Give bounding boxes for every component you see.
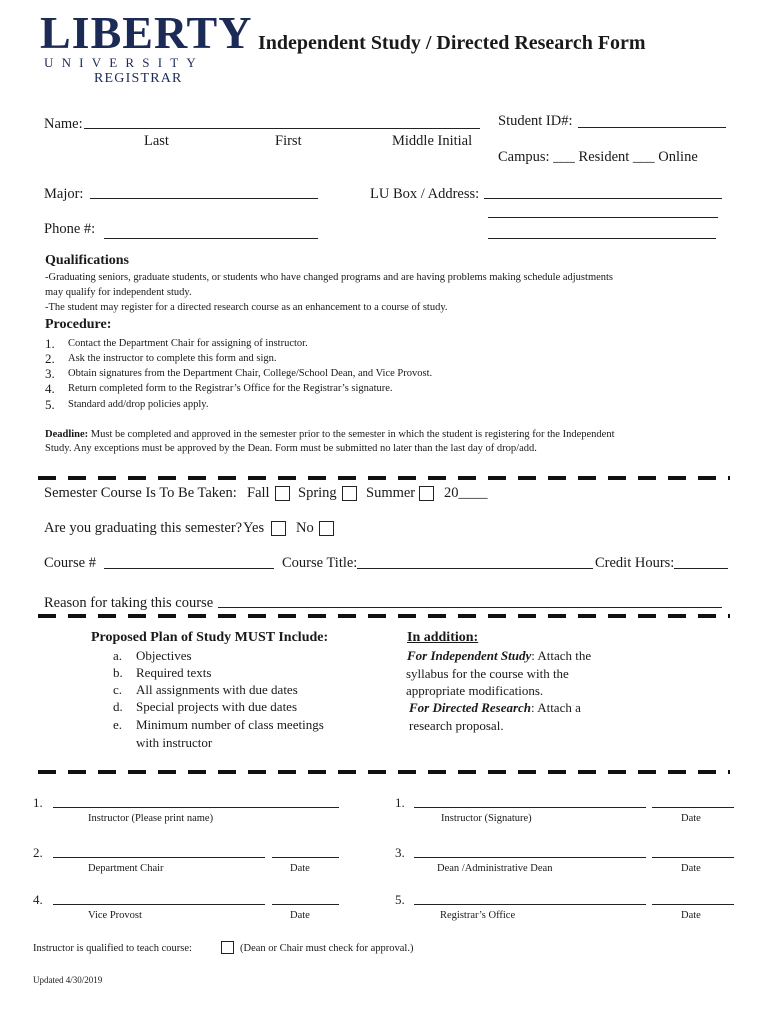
instructor-print-label: Instructor (Please print name): [88, 813, 214, 824]
plan-item-b: Required texts: [136, 665, 212, 680]
plan-letter-c: c.: [113, 682, 123, 697]
qualified-label: Instructor is qualified to teach course:: [33, 943, 192, 954]
lu-address-field[interactable]: [484, 198, 722, 199]
procedure-item-2: Ask the instructor to complete this form and sign.: [68, 353, 277, 364]
dashed-divider-3: [38, 770, 730, 774]
plan-item-e-cont: with instructor: [136, 735, 213, 750]
course-title-field[interactable]: [357, 568, 593, 569]
dashed-divider-2: [38, 614, 730, 618]
instructor-date-label: Date: [681, 813, 701, 824]
qualified-note: (Dean or Chair must check for approval.): [240, 943, 414, 954]
dept-chair-date-field[interactable]: [272, 857, 339, 858]
yes-checkbox[interactable]: [271, 521, 286, 536]
plan-letter-b: b.: [113, 665, 123, 680]
plan-item-a: Objectives: [136, 648, 192, 663]
phone-field[interactable]: [104, 238, 318, 239]
spring-label: Spring: [298, 485, 337, 501]
plan-heading: Proposed Plan of Study MUST Include:: [91, 630, 329, 645]
procedure-item-1: Contact the Department Chair for assigning of instructor.: [68, 338, 308, 349]
procedure-num-5: 5.: [45, 397, 55, 412]
addition-heading: In addition:: [407, 630, 479, 645]
instructor-date-field[interactable]: [652, 807, 734, 808]
graduating-label: Are you graduating this semester?: [44, 520, 243, 536]
major-label: Major:: [44, 186, 84, 202]
plan-item-c: All assignments with due dates: [136, 682, 298, 697]
year-field[interactable]: 20____: [444, 485, 488, 501]
dept-chair-label: Department Chair: [88, 863, 164, 874]
dept-chair-field[interactable]: [53, 857, 265, 858]
reason-field[interactable]: [218, 607, 722, 608]
fall-label: Fall: [247, 485, 270, 501]
plan-item-e: Minimum number of class meetings: [136, 717, 324, 732]
student-id-field[interactable]: [578, 127, 726, 128]
qualifications-line-3: -The student may register for a directed research course as an enhancement to a course of study.: [45, 302, 448, 313]
instructor-print-name-field[interactable]: [53, 807, 339, 808]
vice-provost-label: Vice Provost: [88, 910, 142, 921]
procedure-item-5: Standard add/drop policies apply.: [68, 399, 209, 410]
sig-num-3: 3.: [395, 845, 405, 860]
sig-num-4: 4.: [33, 892, 43, 907]
vice-provost-date-field[interactable]: [272, 904, 339, 905]
deadline-label: Deadline:: [45, 429, 89, 440]
reason-label: Reason for taking this course: [44, 595, 214, 611]
course-title-label: Course Title:: [282, 555, 358, 571]
addition-is-line-3: appropriate modifications.: [406, 683, 544, 698]
procedure-heading: Procedure:: [45, 317, 112, 332]
deadline-text-1: [45, 429, 614, 440]
dean-field[interactable]: [414, 857, 646, 858]
instructor-signature-field[interactable]: [414, 807, 646, 808]
name-field[interactable]: [84, 128, 480, 129]
dashed-divider-1: [38, 476, 730, 480]
plan-letter-d: d.: [113, 699, 123, 714]
logo-registrar: REGISTRAR: [94, 71, 183, 86]
sig-num-5: 5.: [395, 892, 405, 907]
addition-is-line-1: [407, 648, 591, 664]
name-first-label: First: [275, 133, 302, 149]
dept-chair-date-label: Date: [290, 863, 310, 874]
qualifications-line-1: -Graduating seniors, graduate students, or students who have changed programs and are having problems making schedule adjustments: [45, 272, 614, 283]
logo-subtitle: UNIVERSITY: [44, 55, 204, 70]
sig-num-1: 1.: [33, 795, 43, 810]
course-number-field[interactable]: [104, 568, 274, 569]
name-last-label: Last: [144, 133, 169, 149]
procedure-num-3: 3.: [45, 366, 55, 381]
sig-num-2: 2.: [33, 845, 43, 860]
course-number-label: Course #: [44, 555, 96, 571]
addition-dr-line-2: research proposal.: [409, 718, 504, 733]
credit-hours-field[interactable]: [674, 568, 728, 569]
logo: LIBERTY: [40, 7, 253, 58]
qualifications-heading: Qualifications: [45, 253, 130, 268]
registrar-label: Registrar’s Office: [440, 910, 516, 921]
registrar-date-label: Date: [681, 910, 701, 921]
addition-is-text: : Attach the: [531, 648, 592, 663]
procedure-num-1: 1.: [45, 336, 55, 351]
procedure-item-4: Return completed form to the Registrar’s Office for the Registrar’s signature.: [68, 383, 393, 394]
no-checkbox[interactable]: [319, 521, 334, 536]
addition-dr-label: For Directed Research: [409, 700, 532, 715]
summer-label: Summer: [366, 485, 416, 501]
qualifications-line-2: may qualify for independent study.: [45, 287, 192, 298]
vice-provost-date-label: Date: [290, 910, 310, 921]
plan-item-d: Special projects with due dates: [136, 699, 298, 714]
addition-is-label: For Independent Study: [407, 648, 532, 663]
deadline-line-1: Must be completed and approved in the semester prior to the semester in which the student is registering for the Independent: [88, 429, 615, 440]
semester-label: Semester Course Is To Be Taken:: [44, 485, 237, 501]
no-label: No: [296, 520, 314, 536]
procedure-num-2: 2.: [45, 351, 55, 366]
credit-hours-label: Credit Hours:: [595, 555, 675, 571]
dean-date-label: Date: [681, 863, 701, 874]
addition-is-line-2: syllabus for the course with the: [406, 666, 569, 681]
plan-letter-a: a.: [113, 648, 123, 663]
page-title: Independent Study / Directed Research Form: [258, 32, 646, 54]
procedure-num-4: 4.: [45, 381, 55, 396]
dean-label: Dean /Administrative Dean: [437, 863, 553, 874]
procedure-item-3: Obtain signatures from the Department Chair, College/School Dean, and Vice Provost.: [68, 368, 433, 379]
spring-checkbox[interactable]: [342, 486, 357, 501]
major-field[interactable]: [90, 198, 318, 199]
lu-address-label: LU Box / Address:: [370, 186, 480, 202]
lu-address-field-3[interactable]: [488, 238, 716, 239]
instructor-signature-label: Instructor (Signature): [441, 813, 532, 824]
summer-checkbox[interactable]: [419, 486, 434, 501]
yes-label: Yes: [243, 520, 265, 536]
phone-label: Phone #:: [44, 221, 96, 237]
student-id-label: Student ID#:: [498, 113, 573, 129]
fall-checkbox[interactable]: [275, 486, 290, 501]
updated-date: Updated 4/30/2019: [33, 975, 103, 985]
qualified-checkbox[interactable]: [221, 941, 234, 954]
lu-address-field-2[interactable]: [488, 217, 718, 218]
plan-letter-e: e.: [113, 717, 123, 732]
vice-provost-field[interactable]: [53, 904, 265, 905]
registrar-field[interactable]: [414, 904, 646, 905]
registrar-date-field[interactable]: [652, 904, 734, 905]
dean-date-field[interactable]: [652, 857, 734, 858]
addition-dr-text: : Attach a: [531, 700, 581, 715]
sig-num-1b: 1.: [395, 795, 405, 810]
name-label: Name:: [44, 116, 83, 132]
campus-label[interactable]: Campus: ___ Resident ___ Online: [498, 149, 698, 165]
deadline-line-2: Study. Any exceptions must be approved by the Dean. Form must be submitted no later than the last day of drop/add.: [45, 443, 537, 454]
name-middle-label: Middle Initial: [392, 133, 473, 149]
addition-dr-line-1: [409, 700, 581, 716]
